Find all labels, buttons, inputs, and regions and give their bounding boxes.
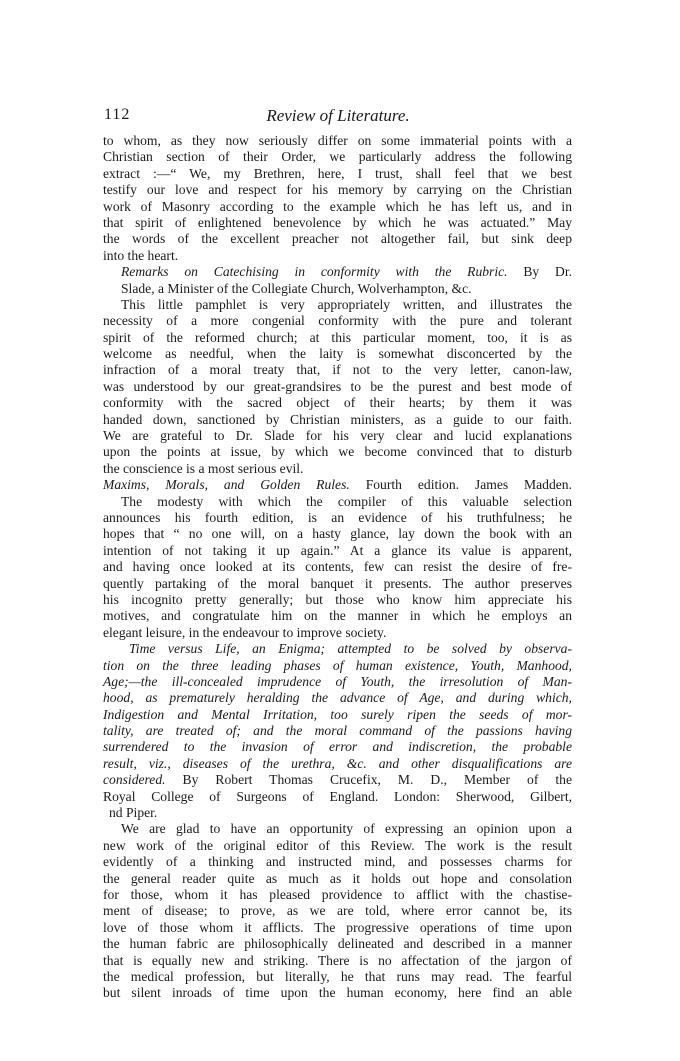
line-rest: By Dr. — [507, 264, 573, 280]
text-line: This little pamphlet is very appropriately written, and illustrates the — [121, 296, 572, 312]
text-line: work of Masonry according to the example which he has left us, and in — [103, 198, 572, 214]
text-line: nd Piper. — [109, 805, 158, 821]
page-header — [104, 106, 572, 126]
text-line — [103, 772, 572, 788]
text-line: tion on the three leading phases of human existence, Youth, Manhood, — [103, 657, 572, 673]
text-line: his incognito pretty generally; but those who know him appreciate his — [103, 591, 572, 607]
text-line: the human fabric are philosophically delineated and described in a manner — [103, 936, 572, 952]
italic-title: Remarks on Catechising in conformity with the Rubric. — [121, 264, 508, 280]
text-line: Age;—the ill-concealed imprudence of Youth, the irresolution of Man- — [103, 673, 572, 689]
text-line: announces his fourth edition, is an evidence of his truthfulness; he — [103, 509, 572, 525]
text-line: the words of the excellent preacher not altogether fail, but sink deep — [103, 231, 572, 247]
text-line: surrendered to the invasion of error and indiscretion, the probable — [103, 739, 572, 755]
text-line: was understood by our great-grandsires to be the purest and best mode of — [103, 378, 572, 394]
text-line: to whom, as they now seriously differ on some immaterial points with a — [103, 133, 572, 148]
line-rest: By Robert Thomas Crucefix, M. D., Member of the — [165, 772, 572, 788]
text-line: quently partaking of the moral banquet it presents. The author preserves — [103, 575, 572, 591]
running-title: Review of Literature. — [266, 106, 410, 125]
text-line: necessity of a more congenial conformity with the pure and tolerant — [103, 313, 572, 329]
text-line: the conscience is a most serious evil. — [103, 460, 304, 476]
text-line: upon the points at issue, by which we become convinced that to disturb — [103, 444, 572, 460]
text-line: and having once looked at its contents, few can resist the desire of fre- — [103, 559, 572, 575]
text-line: intention of not taking it up again.” At a glance its value is apparent, — [103, 542, 572, 558]
text-line: but silent inroads of time upon the human economy, here find an able — [103, 985, 572, 1001]
text-line: Christian section of their Order, we particularly address the following — [103, 149, 572, 165]
text-line: result, viz., diseases of the urethra, &c. and other disqualifications are — [103, 755, 572, 771]
text-line: hood, as prematurely heralding the advance of Age, and during which, — [103, 690, 572, 706]
text-line: into the heart. — [103, 247, 179, 263]
text-line: extract :—“ We, my Brethren, here, I trust, shall feel that we best — [103, 165, 572, 181]
text-line: spirit of the reformed church; at this particular moment, too, it is as — [103, 329, 572, 345]
text-line: love of those whom it afflicts. The progressive operations of time upon — [103, 919, 572, 935]
text-line: new work of the original editor of this Review. The work is the result — [103, 837, 572, 853]
text-line: evidently of a thinking and instructed mind, and possesses charms for — [103, 854, 572, 870]
text-line — [103, 477, 572, 493]
text-line: elegant leisure, in the endeavour to improve society. — [103, 624, 387, 640]
italic-title: considered. — [103, 772, 166, 788]
text-line: Slade, a Minister of the Collegiate Church, Wolverhampton, &c. — [121, 280, 472, 296]
line-rest: Fourth edition. James Madden. — [349, 477, 573, 493]
text-line: Indigestion and Mental Irritation, too surely ripen the seeds of mor- — [103, 706, 572, 722]
text-line: hopes that “ no one will, on a hasty glance, lay down the book with an — [103, 526, 572, 542]
text-line: Time versus Life, an Enigma; attempted to be solved by observa- — [129, 641, 572, 657]
text-line: welcome as needful, when the laity is somewhat disconcerted by the — [103, 346, 572, 362]
italic-title: Maxims, Morals, and Golden Rules. — [103, 477, 350, 493]
text-line: We are glad to have an opportunity of expressing an opinion upon a — [121, 821, 572, 837]
text-line: handed down, sanctioned by Christian ministers, as a guide to our faith. — [103, 411, 572, 427]
text-line: tality, are treated of; and the moral command of the passions having — [103, 723, 572, 739]
text-line: testify our love and respect for his memory by carrying on the Christian — [103, 182, 572, 198]
article-body — [103, 133, 572, 1002]
text-line: We are grateful to Dr. Slade for his very clear and lucid explanations — [103, 428, 572, 444]
text-line: that spirit of enlightened benevolence by which he was actuated.” May — [103, 214, 572, 230]
text-line: that is equally new and striking. There is no affectation of the jargon of — [103, 952, 572, 968]
text-line: Royal College of Surgeons of England. London: Sherwood, Gilbert, — [103, 788, 572, 804]
text-line: motives, and congratulate him on the manner in which he employs an — [103, 608, 572, 624]
text-line: ment of disease; to prove, as we are told, where error cannot be, its — [103, 903, 572, 919]
text-line: the general reader quite as much as it holds out hope and consolation — [103, 870, 572, 886]
text-line: the medical profession, but literally, he that runs may read. The fearful — [103, 968, 572, 984]
text-line: infraction of a moral treaty that, if not to the very letter, canon-law, — [103, 362, 572, 378]
text-line: conformity with the sacred object of their hearts; by them it was — [103, 395, 572, 411]
text-line: The modesty with which the compiler of this valuable selection — [121, 493, 572, 509]
text-line: for those, whom it has pleased providence to afflict with the chastise- — [103, 886, 572, 902]
text-line — [103, 264, 572, 280]
page-number: 112 — [104, 106, 131, 123]
